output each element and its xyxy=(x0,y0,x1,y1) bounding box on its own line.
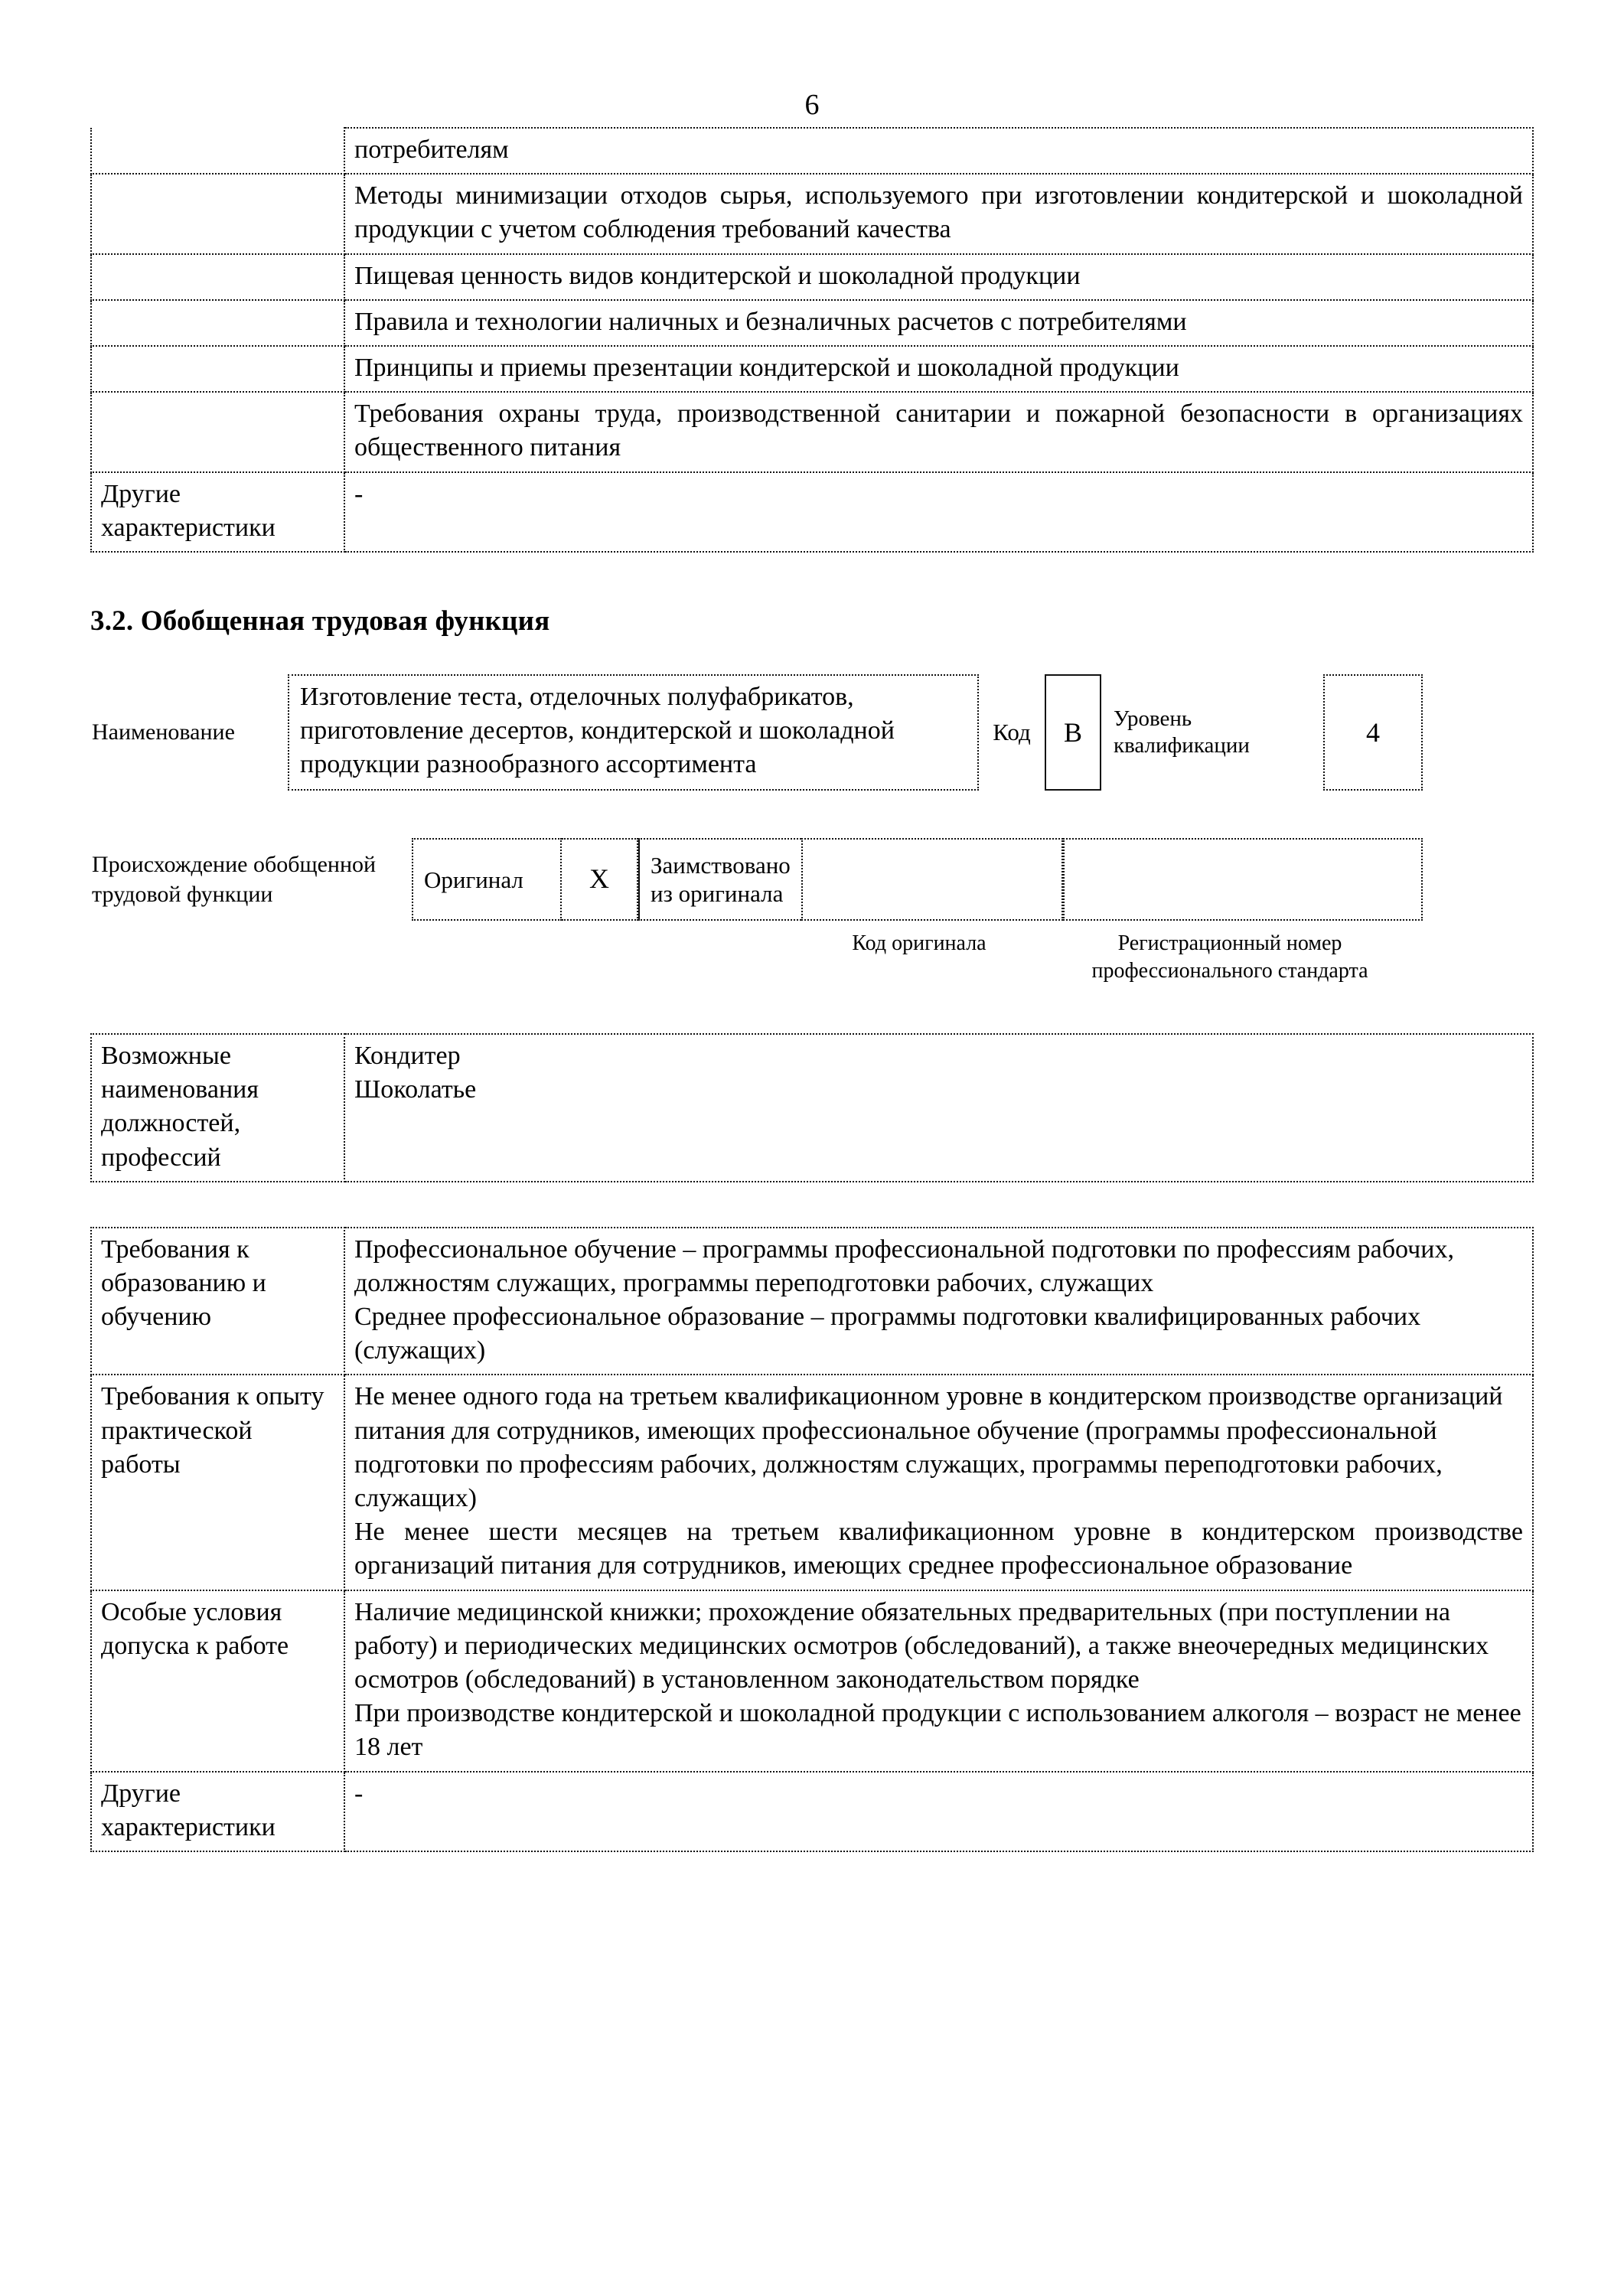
caption-spacer xyxy=(90,930,412,984)
row-label-empty xyxy=(91,392,344,471)
caption-registration-number: Регистрационный номер профессионального стандарта xyxy=(1091,931,1368,983)
row-text: Методы минимизации отходов сырья, используемого при изготовлении кондитерской и шоколадной продукции с учетом соблюдения требований качества xyxy=(344,174,1533,253)
paragraph: Среднее профессиональное образование – программы подготовки квалифицированных рабочих (служащих) xyxy=(354,1303,1421,1365)
other-characteristics-value: - xyxy=(344,1772,1533,1851)
row-label-empty xyxy=(91,300,344,346)
table-row xyxy=(91,1590,1533,1772)
original-label-cell: Оригинал xyxy=(412,838,562,921)
row-label-empty xyxy=(91,254,344,300)
registration-number-input-cell[interactable] xyxy=(1063,838,1423,921)
education-requirements-label: Требования к образованию и обучению xyxy=(91,1228,344,1375)
naimenovanie-label: Наименование xyxy=(92,719,235,745)
table-row xyxy=(91,174,1533,253)
experience-requirements-value xyxy=(344,1375,1533,1590)
table-row-other-characteristics xyxy=(91,472,1533,552)
other-characteristics-label: Другие характеристики xyxy=(91,472,344,552)
table-row xyxy=(91,1034,1533,1182)
paragraph: Не менее одного года на третьем квалификационном уровне в кондитерском производстве организаций питания для сотрудников, имеющих профессиональное обучение (программы профессиональной подготовки по профессиям рабочих, должностям служащих, программы переподготовки рабочих, служащих) xyxy=(354,1382,1503,1513)
borrowed-from-original-label-cell: Заимствовано из оригинала xyxy=(638,838,801,921)
page-number: 6 xyxy=(804,89,820,121)
row-text: Пищевая ценность видов кондитерской и шоколадной продукции xyxy=(344,254,1533,300)
row-text: Требования охраны труда, производственной санитарии и пожарной безопасности в организациях общественного питания xyxy=(344,392,1533,471)
possible-positions-label: Возможные наименования должностей, профессий xyxy=(91,1034,344,1182)
kod-label: Код xyxy=(993,719,1031,746)
original-checkmark-cell[interactable]: X xyxy=(562,838,638,921)
proishozhdenie-label: Происхождение обобщенной трудовой функции xyxy=(92,852,377,908)
position-line-2: Шоколатье xyxy=(354,1075,477,1104)
table-row xyxy=(91,392,1533,471)
caption-code-original: Код оригинала xyxy=(852,931,986,956)
naimenovanie-value-box: Изготовление теста, отделочных полуфабрикатов, приготовление десертов, кондитерской и шоколадной продукции разнообразного ассортимента xyxy=(288,674,979,791)
possible-positions-values xyxy=(344,1034,1533,1182)
section-heading-3-2: 3.2. Обобщенная трудовая функция xyxy=(90,605,550,637)
education-requirements-value xyxy=(344,1228,1533,1375)
table-row xyxy=(91,128,1533,174)
row-text: потребителям xyxy=(344,128,1533,174)
row-label-empty xyxy=(91,128,344,174)
other-characteristics-label: Другие характеристики xyxy=(91,1772,344,1851)
proishozhdenie-cells xyxy=(412,838,1534,921)
experience-requirements-label: Требования к опыту практической работы xyxy=(91,1375,344,1590)
table-row xyxy=(91,254,1533,300)
generalized-function-name-row xyxy=(90,674,1534,791)
row-text: Принципы и приемы презентации кондитерской и шоколадной продукции xyxy=(344,346,1533,392)
row-label-empty xyxy=(91,346,344,392)
code-original-input-cell[interactable] xyxy=(801,838,1063,921)
caption-spacer-2 xyxy=(412,930,788,984)
table-row xyxy=(91,1375,1533,1590)
kod-value-box: B xyxy=(1045,674,1101,791)
function-origin-row xyxy=(90,838,1534,921)
paragraph: При производстве кондитерской и шоколадной продукции с использованием алкоголя – возраст не менее 18 лет xyxy=(354,1699,1521,1762)
possible-position-names-table xyxy=(90,1033,1534,1182)
table-row xyxy=(91,346,1533,392)
special-admission-conditions-value xyxy=(344,1590,1533,1772)
paragraph: Наличие медицинской книжки; прохождение обязательных предварительных (при поступлении на работу) и периодических медицинских осмотров (обследований), а также внеочередных медицинских осмотров (обследований) в установленном законодательством порядке xyxy=(354,1597,1489,1694)
row-label-empty xyxy=(91,174,344,253)
uroven-kvalifikacii-label: Уровень квалификации xyxy=(1114,706,1250,758)
function-origin-captions xyxy=(90,930,1534,984)
uroven-kvalifikacii-value-box: 4 xyxy=(1323,674,1423,791)
table-row xyxy=(91,1772,1533,1851)
other-characteristics-value: - xyxy=(344,472,1533,552)
paragraph: Не менее шести месяцев на третьем квалификационном уровне в кондитерском производстве организаций питания для сотрудников, имеющих среднее профессиональное образование xyxy=(354,1518,1523,1580)
requirements-table xyxy=(90,1227,1534,1852)
knowledge-continuation-table xyxy=(90,127,1534,553)
row-text: Правила и технологии наличных и безналичных расчетов с потребителями xyxy=(344,300,1533,346)
position-line-1: Кондитер xyxy=(354,1041,461,1070)
special-admission-conditions-label: Особые условия допуска к работе xyxy=(91,1590,344,1772)
table-row xyxy=(91,1228,1533,1375)
table-row xyxy=(91,300,1533,346)
paragraph: Профессиональное обучение – программы профессиональной подготовки по профессиям рабочих, должностям служащих, программы переподготовки рабочих, служащих xyxy=(354,1234,1454,1297)
